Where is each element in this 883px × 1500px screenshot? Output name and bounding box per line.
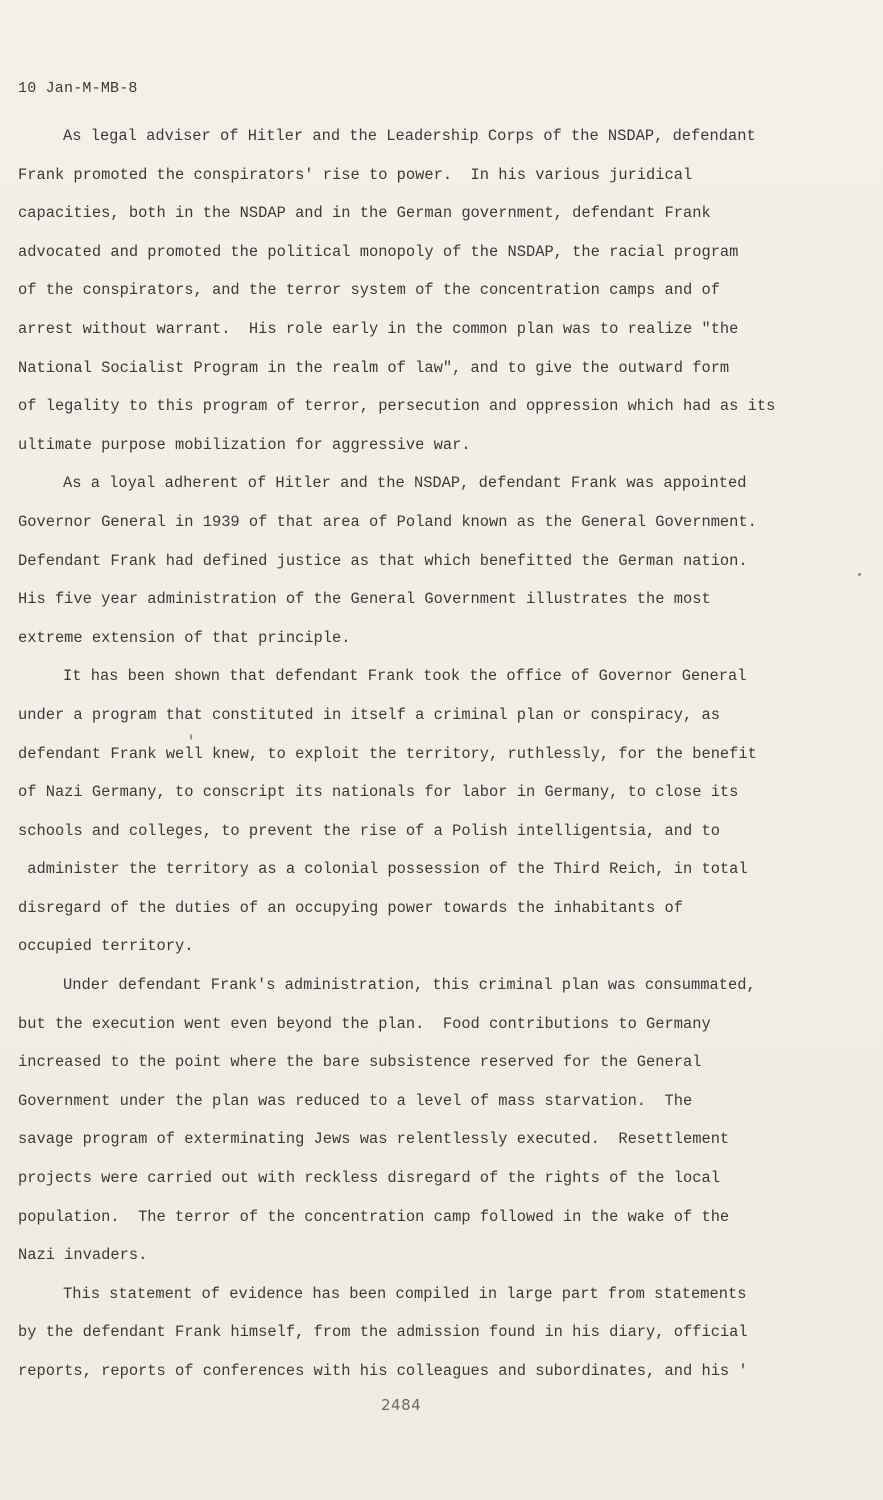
text-line: by the defendant Frank himself, from the admission found in his diary, official [18,1323,748,1342]
text-line: of Nazi Germany, to conscript its nationals for labor in Germany, to close its [18,783,739,802]
paragraph-5 [18,1275,808,1391]
text-line: Governor General in 1939 of that area of Poland known as the General Government. [18,512,757,531]
text-line: administer the territory as a colonial possession of the Third Reich, in total [18,860,748,879]
text-line: reports, reports of conferences with his colleagues and subordinates, and his ' [18,1362,748,1380]
paragraph-4 [18,966,808,1275]
text-line: advocated and promoted the political monopoly of the NSDAP, the racial program [18,242,739,261]
text-line: but the execution went even beyond the plan. Food contributions to Germany [18,1014,711,1033]
text-line: This statement of evidence has been compiled in large part from statements [63,1284,747,1303]
text-line: ultimate purpose mobilization for aggressive war. [18,435,471,454]
paper-speck [190,734,192,740]
text-line: schools and colleges, to prevent the rise of a Polish intelligentsia, and to [18,821,720,840]
text-line: National Socialist Program in the realm of law", and to give the outward form [18,358,730,377]
text-line: extreme extension of that principle. [18,628,351,647]
paragraph-2 [18,464,808,657]
text-line: savage program of exterminating Jews was relentlessly executed. Resettlement [18,1130,730,1149]
text-line: occupied territory. [18,937,194,956]
text-line: Frank promoted the conspirators' rise to power. In his various juridical [18,165,693,184]
text-line: of legality to this program of terror, persecution and oppression which had as its [18,397,776,416]
text-line: Under defendant Frank's administration, this criminal plan was consummated, [63,976,756,995]
text-line: arrest without warrant. His role early in the common plan was to realize "the [18,319,739,338]
text-line: capacities, both in the NSDAP and in the German government, defendant Frank [18,204,711,223]
text-line: projects were carried out with reckless disregard of the rights of the local [18,1169,720,1188]
document-body [18,117,808,1391]
text-line: As legal adviser of Hitler and the Leadership Corps of the NSDAP, defendant [63,127,756,145]
text-line: increased to the point where the bare subsistence reserved for the General [18,1053,702,1072]
paragraph-3 [18,657,808,966]
text-line: Nazi invaders. [18,1246,148,1265]
text-line: population. The terror of the concentration camp followed in the wake of the [18,1207,730,1226]
text-line: under a program that constituted in itself a criminal plan or conspiracy, as [18,705,720,724]
text-line: disregard of the duties of an occupying power towards the inhabitants of [18,898,683,917]
text-line: His five year administration of the General Government illustrates the most [18,590,711,609]
text-line: of the conspirators, and the terror system of the concentration camps and of [18,281,720,300]
text-line: As a loyal adherent of Hitler and the NSDAP, defendant Frank was appointed [63,474,747,493]
paper-speck [858,573,861,576]
document-reference: 10 Jan-M-MB-8 [18,80,138,97]
text-line: It has been shown that defendant Frank took the office of Governor General [63,667,747,686]
text-line: Government under the plan was reduced to a level of mass starvation. The [18,1091,693,1110]
text-line: Defendant Frank had defined justice as that which benefitted the German nation. [18,551,748,570]
page-number: 2484 [381,1396,422,1414]
text-line: defendant Frank well knew, to exploit the territory, ruthlessly, for the benefit [18,744,757,763]
paragraph-1 [18,117,808,464]
